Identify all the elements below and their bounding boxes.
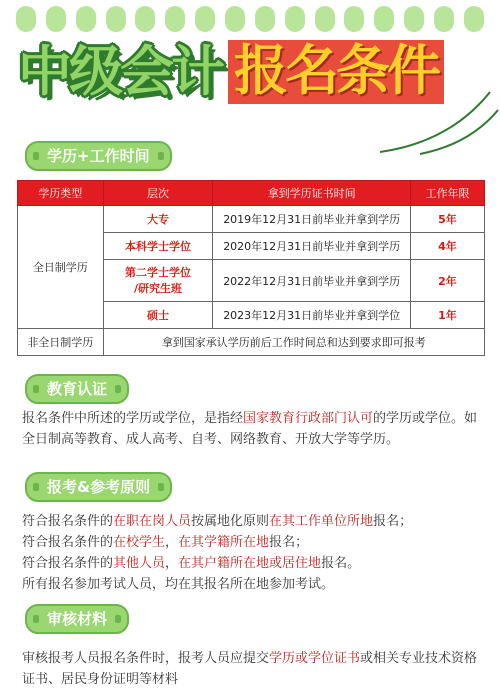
- rule-highlight: 在其户籍所在地或居住地: [178, 556, 322, 571]
- section-tag-audit: 审核材料: [25, 604, 129, 634]
- table-header: 层次: [103, 181, 213, 206]
- table-header: 学历类型: [18, 181, 104, 206]
- decor-dot: [16, 6, 36, 32]
- rule-text: ，: [165, 556, 179, 571]
- rule-text: ，: [165, 535, 179, 550]
- decor-dot: [315, 6, 335, 32]
- decor-dot: [135, 6, 155, 32]
- years-cell: 1年: [410, 302, 484, 329]
- level-cell: 本科学士学位: [103, 233, 213, 260]
- level-cell: 第二学士学位 /研究生班: [103, 260, 213, 302]
- section-tag-edu-work: 学历+工作时间: [25, 141, 172, 171]
- decor-dot: [106, 6, 126, 32]
- years-cell: 5年: [410, 206, 484, 233]
- rule-line: 所有报名参加考试人员，均在其报名所在地参加考试。: [22, 577, 335, 592]
- rule-text: 报名。: [321, 556, 361, 571]
- level-cell: 大专: [103, 206, 213, 233]
- decor-dot: [76, 6, 96, 32]
- rule-line: [22, 553, 482, 574]
- level-cell: 硕士: [103, 302, 213, 329]
- time-cell: 2022年12月31日前毕业并拿到学历: [213, 260, 410, 302]
- audit-paragraph: [22, 648, 482, 690]
- rule-highlight: 其他人员: [113, 556, 166, 571]
- parttime-label: 非全日制学历: [18, 329, 104, 356]
- edu-highlight: 国家教育行政部门认可: [243, 411, 374, 426]
- decorative-dots: [16, 6, 484, 36]
- edu-text-end: 的学历或学位。如全日制高等教育、成人高考、自考、网络教育、开放大学等学历。: [22, 411, 478, 447]
- decor-dot: [464, 6, 484, 32]
- swoosh-decoration-icon: [380, 82, 500, 162]
- rule-highlight: 在其工作单位所地: [269, 514, 374, 529]
- table-row: [18, 206, 485, 233]
- years-cell: 4年: [410, 233, 484, 260]
- time-cell: 2023年12月31日前毕业并拿到学位: [213, 302, 410, 329]
- title-main: 中级会计: [18, 40, 222, 103]
- decor-dot: [434, 6, 454, 32]
- rule-text: 报名；: [269, 535, 309, 550]
- edu-paragraph: [22, 408, 482, 450]
- section-tag-edu-cert: 教育认证: [25, 374, 129, 404]
- audit-highlight: 学历或学位证书: [269, 651, 361, 666]
- rule-line: [22, 511, 482, 532]
- decor-dot: [165, 6, 185, 32]
- section-tag-rules: 报考&参考原则: [25, 472, 172, 502]
- decor-dot: [46, 6, 66, 32]
- decor-dot: [225, 6, 245, 32]
- rule-text: 按属地化原则: [191, 514, 270, 529]
- decor-dot: [404, 6, 424, 32]
- edu-text: 报名条件中所述的学历或学位，是指经: [22, 411, 244, 426]
- rule-text: 符合报名条件的: [22, 535, 114, 550]
- rule-highlight: 在职在岗人员: [113, 514, 192, 529]
- decor-dot: [374, 6, 394, 32]
- education-table: [17, 180, 485, 356]
- rule-highlight: 在校学生: [113, 535, 166, 550]
- audit-text-end: 或相关专业技术资格证书、居民身份证明等材料: [22, 651, 478, 687]
- rule-text: 符合报名条件的: [22, 556, 114, 571]
- decor-dot: [255, 6, 275, 32]
- audit-text: 审核报考人员报名条件时，报考人员应提交: [22, 651, 270, 666]
- time-cell: 2019年12月31日前毕业并拿到学历: [213, 206, 410, 233]
- parttime-note: 拿到国家承认学历前后工作时间总和达到要求即可报考: [103, 329, 484, 356]
- table-header: 拿到学历证书时间: [213, 181, 410, 206]
- table-header: 工作年限: [410, 181, 484, 206]
- decor-dot: [195, 6, 215, 32]
- decor-dot: [285, 6, 305, 32]
- rules-paragraph: [22, 511, 482, 595]
- table-row: [18, 329, 485, 356]
- years-cell: 2年: [410, 260, 484, 302]
- fulltime-label: 全日制学历: [18, 206, 104, 329]
- decor-dot: [344, 6, 364, 32]
- title-highlight: 报名条件: [228, 40, 444, 104]
- rule-text: 符合报名条件的: [22, 514, 114, 529]
- rule-highlight: 在其学籍所在地: [178, 535, 270, 550]
- table-header-row: [18, 181, 485, 206]
- time-cell: 2020年12月31日前毕业并拿到学历: [213, 233, 410, 260]
- rule-line: [22, 532, 482, 553]
- rule-text: 报名；: [373, 514, 413, 529]
